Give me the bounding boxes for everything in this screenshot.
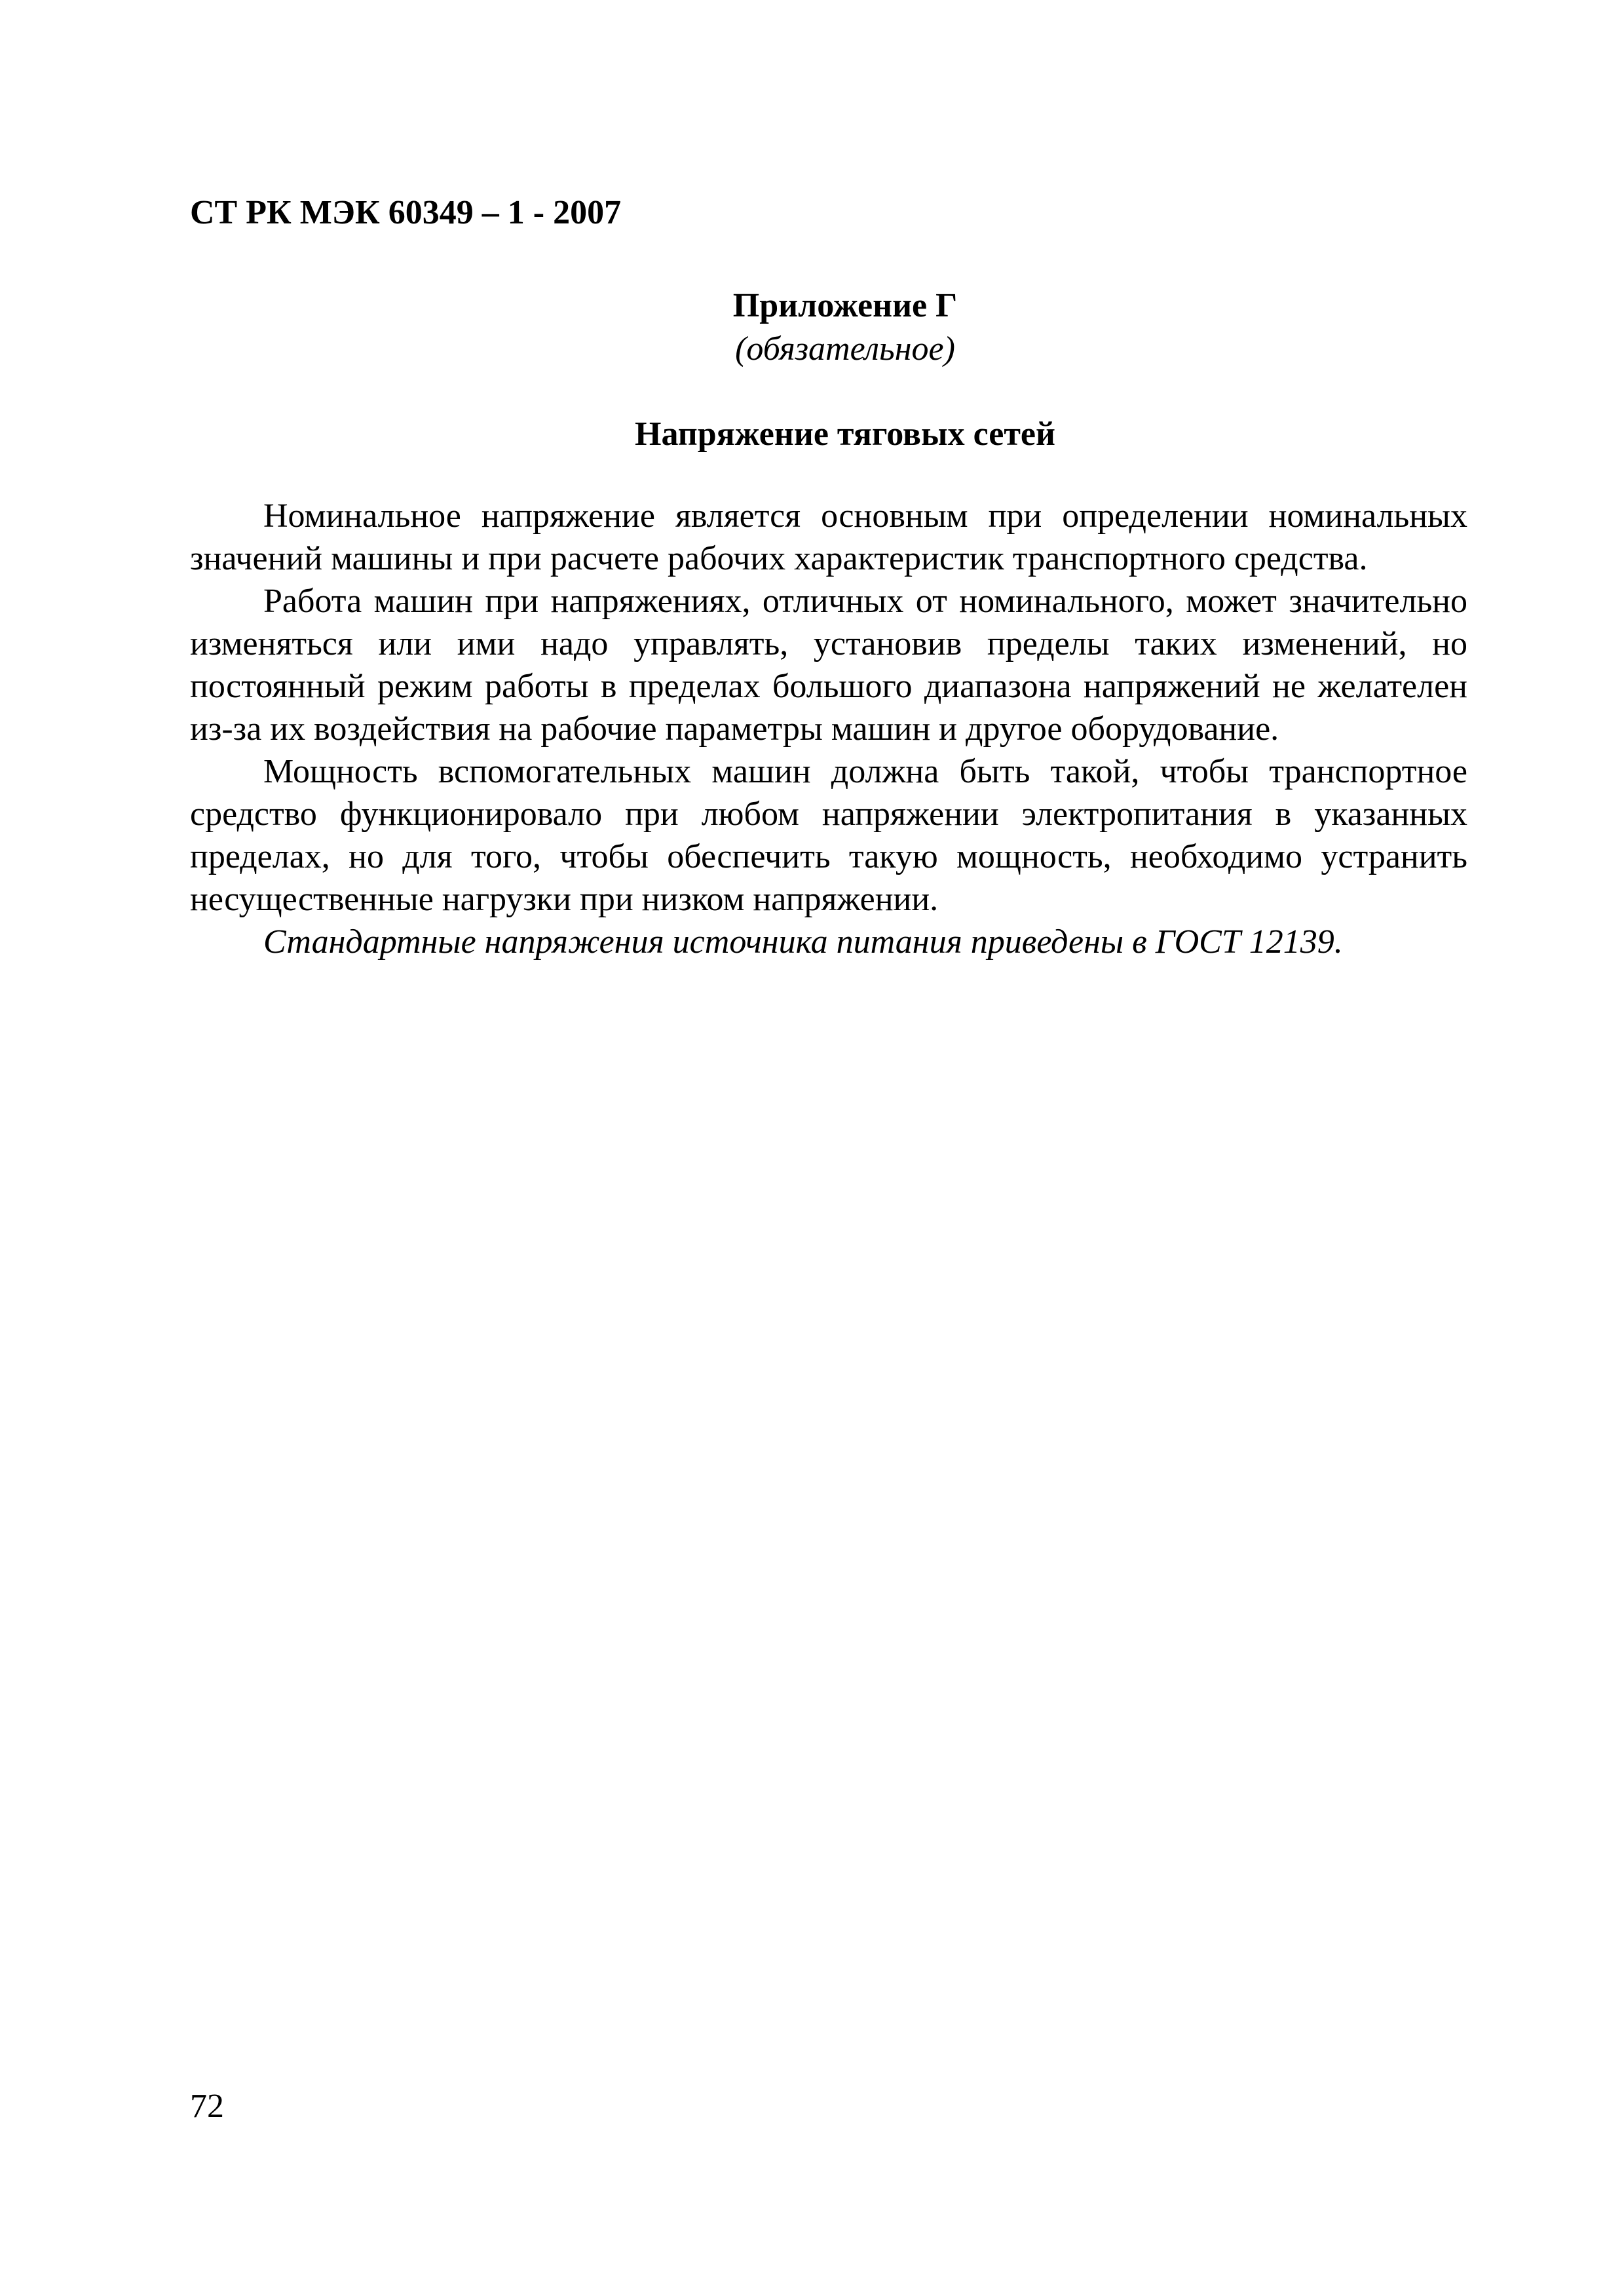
body-text <box>190 495 1467 963</box>
paragraph-auxiliary-power: Мощность вспомогательных машин должна быть такой, чтобы транспортное средство функционировало при любом напряжении электропитания в указанных пределах, но для того, чтобы обеспечить такую мощность, необходимо устранить несущественные нагрузки при низком напряжении. <box>190 753 1467 918</box>
paragraph-operation-deviation: Работа машин при напряжениях, отличных от номинального, может значительно изменяться или ими надо управлять, установив пределы таких изменений, но постоянный режим работы в пределах большого диапазона напряжений не желателен из-за их воздействия на рабочие параметры машин и другое оборудование. <box>190 583 1467 748</box>
appendix-title: Приложение Г <box>732 287 958 324</box>
section-title: Напряжение тяговых сетей <box>635 415 1055 453</box>
paragraph-nominal-voltage: Номинальное напряжение является основным при определении номинальных значений машины и при расчете рабочих характеристик транспортного средства. <box>190 497 1467 577</box>
document-code: СТ РК МЭК 60349 – 1 - 2007 <box>190 194 622 231</box>
appendix-status: (обязательное) <box>735 330 955 368</box>
paragraph-standard-reference: Стандартные напряжения источника питания приведены в ГОСТ 12139. <box>263 923 1343 961</box>
page-number: 72 <box>190 2088 224 2125</box>
